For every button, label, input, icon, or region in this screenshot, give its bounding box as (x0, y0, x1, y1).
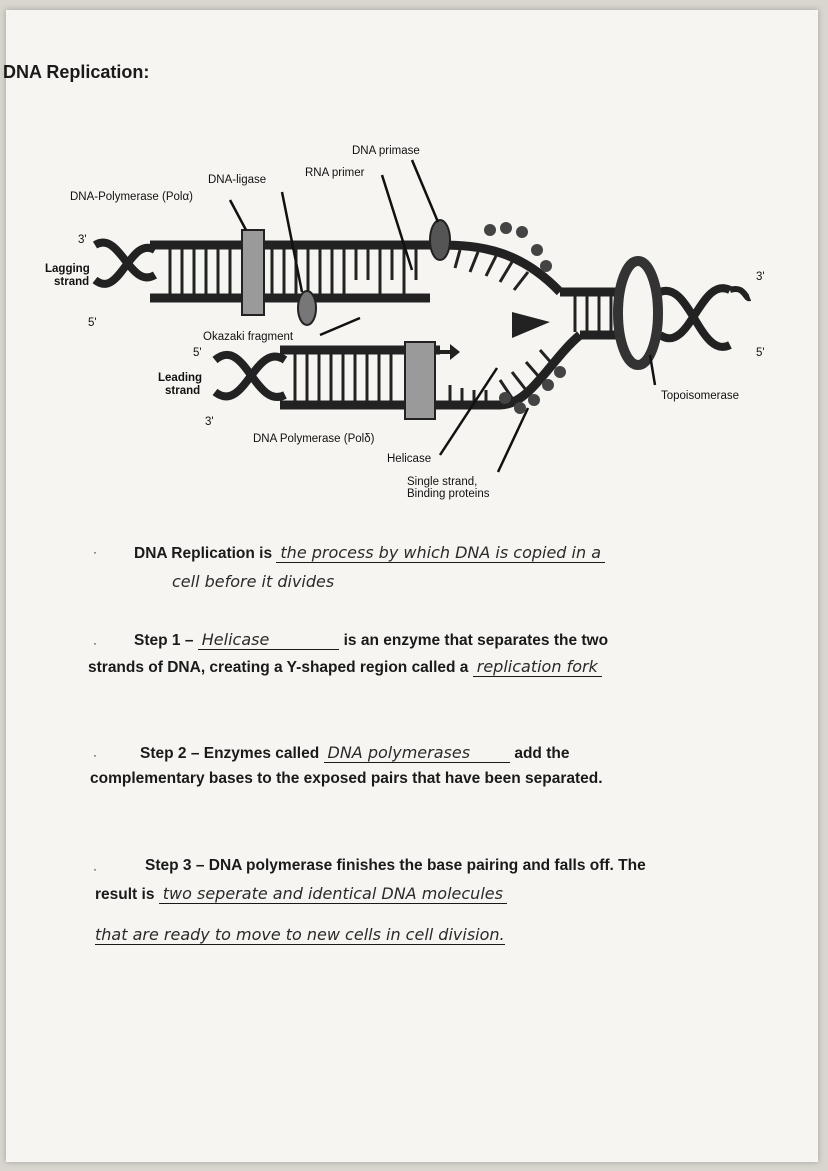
label-3prime-leading: 3' (205, 416, 214, 428)
step2-prefix: Step 2 – Enzymes called (140, 745, 320, 762)
step2-suffix: add the (514, 745, 570, 762)
step3-line1: Step 3 – DNA polymerase finishes the base pairing and falls off. The (145, 857, 646, 874)
label-5prime-right: 5' (756, 347, 765, 359)
label-dna-primase: DNA primase (352, 145, 420, 157)
label-3prime-right: 3' (756, 271, 765, 283)
definition-answer-line1: the process by which DNA is copied in a (276, 543, 605, 563)
bullet: · (93, 545, 97, 559)
step3-prefix: result is (95, 886, 155, 903)
step2-answer: DNA polymerases (324, 743, 511, 763)
label-dna-polymerase-alpha: DNA-Polymerase (Polα) (70, 191, 193, 203)
bullet: · (93, 862, 97, 876)
step3-answer-line2: that are ready to move to new cells in cell division. (95, 925, 505, 944)
step1-middle: is an enzyme that separates the two (343, 632, 609, 649)
label-5prime-leading: 5' (193, 347, 202, 359)
label-5prime-left: 5' (88, 317, 97, 329)
label-topoisomerase: Topoisomerase (661, 390, 739, 402)
definition-prefix: DNA Replication is (134, 545, 273, 562)
definition-answer-line2: cell before it divides (172, 572, 335, 591)
dna-replication-diagram (0, 130, 828, 510)
page-title: DNA Replication: (3, 62, 150, 82)
step1-line2-text: strands of DNA, creating a Y-shaped region called a (88, 659, 469, 676)
step3-answer-line1: two seperate and identical DNA molecules (159, 884, 507, 904)
step1-line2 (88, 655, 602, 680)
step2-line2: complementary bases to the exposed pairs that have been separated. (90, 770, 603, 787)
bullet: · (93, 748, 97, 762)
step1-prefix: Step 1 – (134, 632, 194, 649)
label-lagging-strand-2: strand (54, 276, 90, 288)
step3-line2 (95, 882, 507, 907)
label-helicase: Helicase (387, 453, 432, 465)
step1-line1 (134, 628, 608, 653)
label-ssb-1: Single strand, (407, 476, 478, 488)
label-ssb-2: Binding proteins (407, 488, 490, 500)
label-leading-strand-2: strand (165, 385, 201, 397)
definition-line1 (134, 541, 605, 566)
step1-answer1: Helicase (198, 630, 340, 650)
step2-line1 (140, 741, 569, 766)
label-dna-polymerase-delta: DNA Polymerase (Polδ) (253, 433, 375, 445)
label-leading-strand-1: Leading (158, 372, 203, 384)
step1-answer2: replication fork (473, 657, 602, 677)
label-okazaki-fragment: Okazaki fragment (203, 331, 294, 343)
bullet: · (93, 636, 97, 650)
label-3prime-top: 3' (78, 234, 87, 246)
label-lagging-strand-1: Lagging (45, 263, 90, 275)
label-rna-primer: RNA primer (305, 167, 365, 179)
label-dna-ligase: DNA-ligase (208, 174, 267, 186)
